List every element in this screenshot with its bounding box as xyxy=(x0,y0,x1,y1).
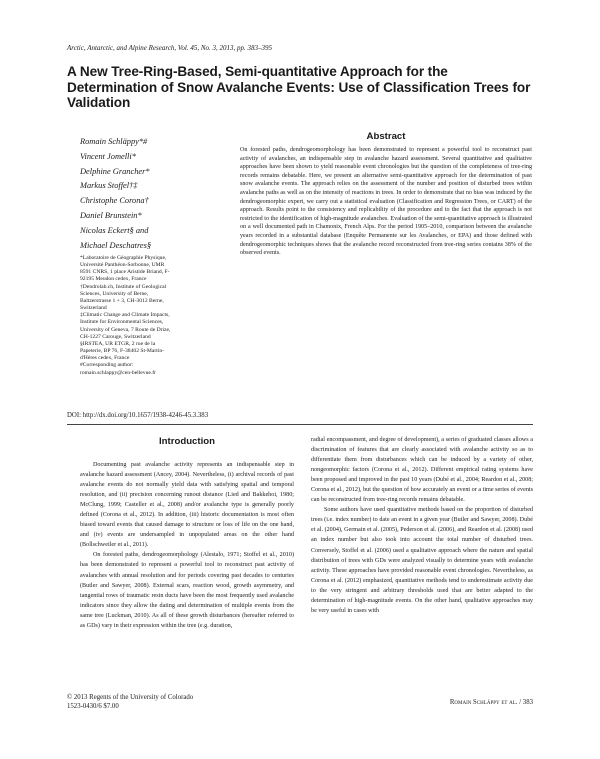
author-name: Daniel Brunstein* xyxy=(80,210,142,220)
body-paragraph: Some authors have used quantitative methods based on the proportion of disturbed trees (i.e. index number) to date an event in a given year (Butler and Sawyer, 2008). Dubé et al. (2004), Germain et al. (2005), Pederson et al. (2006), and Reardon et al. (2008) used an index number but also took into account the total number of disturbed trees. Conversely, Stoffel et al. (2006) used a qualitative approach where the nature and spatial distribution of trees with GDs were analyzed visually to determine years with avalanche activity. These approaches have provided reasonable event chronologies. Nevertheless, as Corona et al. (2012) emphasized, quantitative methods tend to underestimate activity due to the very stringent and arbitrary thresholds used that are better adapted to the determination of high-magnitude events. On the other hand, qualitative approaches may be very useful in cases with xyxy=(311,507,533,614)
affiliation-line: CH-1227 Carouge, Switzerland xyxy=(80,333,151,340)
affiliation-line: 8591 CNRS, 1 place Aristide Briand, F- xyxy=(80,269,170,276)
body-column-right xyxy=(311,435,533,616)
affiliation-line: §IRSTEA, UR ETGR, 2 rue de la xyxy=(80,340,156,347)
affiliation-line: *Laboratoire de Géographie Physique, xyxy=(80,255,167,261)
body-paragraph: radial encompassment, and degree of development), a series of graduated classes allows a discrimination of features that are clearly associated with avalanche activity so as to differentiate them from disturbances which can be induced by a variety of other, nongeomorphic factors (Corona et al., 2012). Different empirical rating systems have been proposed and improved in the past 10 years (Dubé et al., 2004; Reardon et al., 2008; Corona et al., 2012), but the question of how accurately an event or a time series of events can be reconstructed from tree-ring records remains debatable. xyxy=(311,437,533,504)
footer-page-info xyxy=(380,699,533,706)
corresponding-email[interactable]: romain.schlappy@cen-bellevue.fr xyxy=(80,369,156,376)
introduction-heading: Introduction xyxy=(159,436,215,447)
journal-citation: Arctic, Antarctic, and Alpine Research, Vol. 45, No. 3, 2013, pp. 383–395 xyxy=(67,44,273,52)
author-list xyxy=(80,135,230,253)
body-column-left xyxy=(80,460,294,631)
article-title: A New Tree-Ring-Based, Semi-quantitative Approach for the Determination of Snow Avalanche Events: Use of Classification Trees for Validation xyxy=(67,64,531,110)
affiliation-line: d'Hères cedex, France xyxy=(80,355,130,362)
author-name: Delphine Grancher* xyxy=(80,166,150,176)
author-name: Nicolas Eckert§ and xyxy=(80,225,149,235)
affiliation-line: Université Panthéon-Sorbonne, UMR xyxy=(80,262,165,269)
page-number: 383 xyxy=(522,699,533,706)
affiliation-line: †Dendrolab.ch, Institute of Geological xyxy=(80,283,167,290)
copyright-line: © 2013 Regents of the University of Colorado xyxy=(67,694,194,701)
running-author: Romain Schläppy et al. xyxy=(449,699,518,706)
issn-line: 1523-0430/6 $7.00 xyxy=(67,702,119,710)
abstract-heading: Abstract xyxy=(366,131,406,142)
body-paragraph: Documenting past avalanche activity represents an indispensable step in avalanche hazard assessment (Ancey, 2004). Nevertheless, (i) archival records of past avalanche events do not normally yield data with satisfying spatial and temporal resolution, and (ii) precision concerning runout distance (Lied and Bakkehoi, 1980; McClung, 1999; Casteller et al., 2008) and/or avalanche type is generally poorly defined (Corona et al., 2012). In addition, (iii) historic documentation is most often biased toward events that caused damage to structure or loss of life on the one hand, and (iv) events are undersampled in unpopulated areas on the other hand (Bollschweiler et al., 2011). xyxy=(80,462,294,549)
abstract-text: On forested paths, dendrogeomorphology has been demonstrated to represent a powerful tool to reconstruct past activity of avalanches, an indispensable step in avalanche hazard assessment. Several quantitative and qualitative approaches have been shown to yield reasonable event chronologies but the question of the completeness of tree-ring records remains debatable. Here, we present an alternative semi-quantitative approach for the determination of past snow avalanche events. The approach relies on the assessment of the number and position of disturbed trees within avalanche paths as well as on the intensity of reactions in trees. In order to demonstrate that no bias was induced by the dendrogeomorphic expert, we carry out a statistical evaluation (Classification and Regression Trees, or CART) of the approach. Results point to the consistency and replicability of the procedure and to the fact that the approach is not restricted to the identification of high-magnitude avalanches. Evaluation of the semi-quantitative approach is illustrated on a well documented path in Chamonix, French Alps. For the period 1905–2010, comparison between the avalanche years recorded in a substantial database (Enquête Permanente sur les Avalanches, or EPA) and those defined with dendrogeomorphic techniques shows that the avalanche record reconstructed from tree-ring series contains 38% of the observed events. xyxy=(240,147,532,257)
author-name: Christophe Corona† xyxy=(80,196,149,206)
body-paragraph: On forested paths, dendrogeomorphology (Alestalo, 1971; Stoffel et al., 2010) has been demonstrated to represent a powerful tool to reconstruct past activity of avalanches with annual resolution and for periods covering past decades to centuries (Butler and Sawyer, 2008). External scars, reaction wood, growth asymmetry, and tangential rows of traumatic resin ducts have been the most frequently used avalanche indicators since they allow the dating and determination of multiple events from the same tree (Luckman, 2010). As all of these growth disturbances (hereafter referred to as GDs) vary in their expression within the tree (e.g. duration, xyxy=(80,552,294,629)
affiliation-line: Papeterie, BP 76, F-38402 St-Martin- xyxy=(80,348,165,355)
footer-separator: / xyxy=(519,699,522,706)
affiliation-line: 92195 Meudon cedex, France xyxy=(80,276,147,283)
affiliation-list xyxy=(80,255,231,377)
affiliation-line: ‡Climatic Change and Climate Impacts, xyxy=(80,312,170,319)
author-name: Vincent Jomelli* xyxy=(80,151,136,161)
affiliation-line: University of Geneva, 7 Route de Drize, xyxy=(80,326,171,333)
affiliation-line: Baltzerstrasse 1 + 3, CH-3012 Berne, xyxy=(80,297,164,304)
affiliation-line: #Corresponding author: xyxy=(80,362,134,369)
affiliation-line: Sciences, University of Berne, xyxy=(80,290,149,297)
affiliation-line: Switzerland xyxy=(80,305,107,312)
author-name: Markus Stoffel†‡ xyxy=(80,181,138,191)
doi-link[interactable]: DOI: http://dx.doi.org/10.1657/1938-4246-45.3.383 xyxy=(67,412,209,419)
section-divider xyxy=(67,424,533,425)
author-name: Michael Deschatres§ xyxy=(80,240,152,250)
footer-copyright xyxy=(67,694,193,711)
author-name: Romain Schläppy*# xyxy=(80,137,148,146)
affiliation-line: Institute for Environmental Sciences, xyxy=(80,319,164,326)
